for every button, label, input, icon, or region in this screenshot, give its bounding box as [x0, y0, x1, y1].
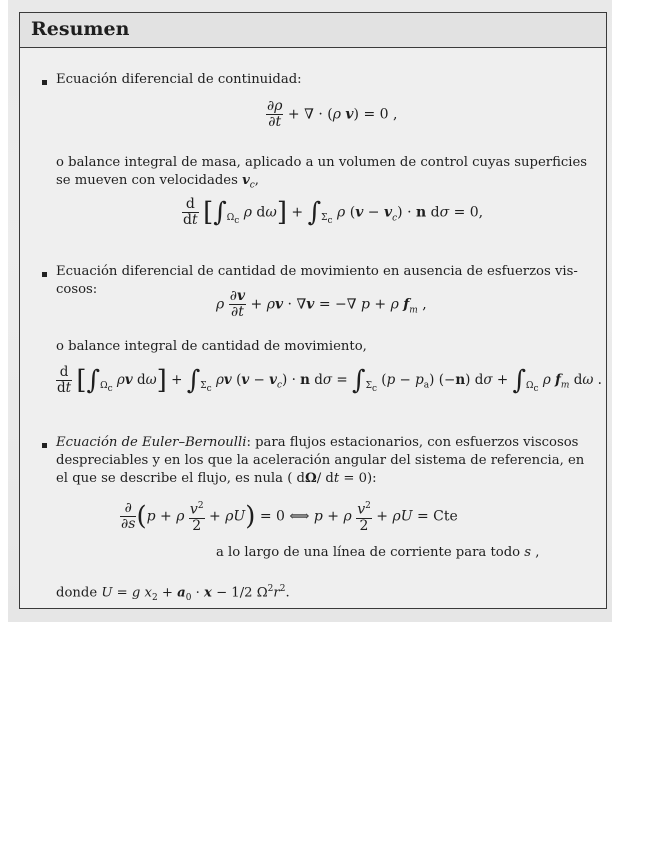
item-2-label-line-1: Ecuación diferencial de cantidad de movimiento en ausencia de esfuerzos vis-	[56, 264, 578, 279]
momentum-balance-equation: $\frac{d}{dt}$ [$\int_{\Omega_c}$ ρv $d\omega] + \int_{\Sigma_c}$ ρv $(v - v_c) \cdot n$ $d\sigma = \int_{\Sigma_c}$ $(p - p_a)$ (−n) $d\sigma + \int_{\Omega_c}$ ρ $f_m$ dω .	[57, 364, 602, 396]
item-1-text-line-1: o balance integral de masa, aplicado a un volumen de control cuyas superficies	[56, 155, 588, 170]
item-1-label: Ecuación diferencial de continuidad:	[56, 72, 302, 87]
bernoulli-rhs: = Cte	[416, 508, 458, 525]
momentum-equation: ρ $\frac{\partial v}{\partial t}$ + ρv · ∇v = −∇ p + ρ $f_m$ ,	[216, 288, 427, 320]
bullet-icon	[42, 443, 47, 448]
continuity-equation: $\frac{\partial\rho}{\partial t}$ + ∇ · (ρ v) = 0 ,	[267, 98, 398, 130]
bullet-icon	[42, 272, 47, 277]
summary-title: Resumen	[31, 18, 130, 40]
potential-definition: donde U = g $x_2 + a_0 \cdot x - 1/2$ $\Omega^2r^2$.	[56, 584, 290, 604]
item-3-label-line-2: despreciables y en los que la aceleración angular del sistema de referencia, en	[56, 453, 585, 468]
bullet-icon	[42, 80, 47, 85]
item-2-text-line-1: o balance integral de cantidad de movimiento,	[56, 339, 367, 354]
summary-box	[19, 12, 607, 609]
mass-balance-rhs: = 0,	[453, 204, 484, 221]
mass-balance-equation: $\frac{d}{dt}$ [$\int_{\Omega_c}$ ρ $d\omega] + \int_{\Sigma_c}$ ρ $(v - v_c) \cdot n$ dσ = 0,	[183, 196, 484, 228]
item-3-label-line-3: el que se describe el flujo, es nula ( dΩ/ dt = 0):	[56, 471, 377, 486]
title-bar	[20, 13, 606, 48]
scanned-page	[8, 0, 612, 622]
item-3-label-line-1: Ecuación de Euler–Bernoulli: para flujos estacionarios, con esfuerzos viscosos	[56, 435, 579, 450]
along-streamline-text: a lo largo de una línea de corriente para todo s ,	[216, 545, 540, 560]
bernoulli-equation: $\frac{\partial}{\partial s}$ (p + ρ $\frac{v^2}{2}$ + ρU) = 0 ⟺ p + ρ $\frac{v^2}{2}$ + ρU = Cte	[121, 499, 458, 534]
continuity-rhs: = 0 ,	[363, 106, 398, 123]
item-2-label-line-2: cosos:	[56, 282, 98, 297]
item-1-text-line-2: se mueven con velocidades $v_c$,	[56, 173, 259, 191]
